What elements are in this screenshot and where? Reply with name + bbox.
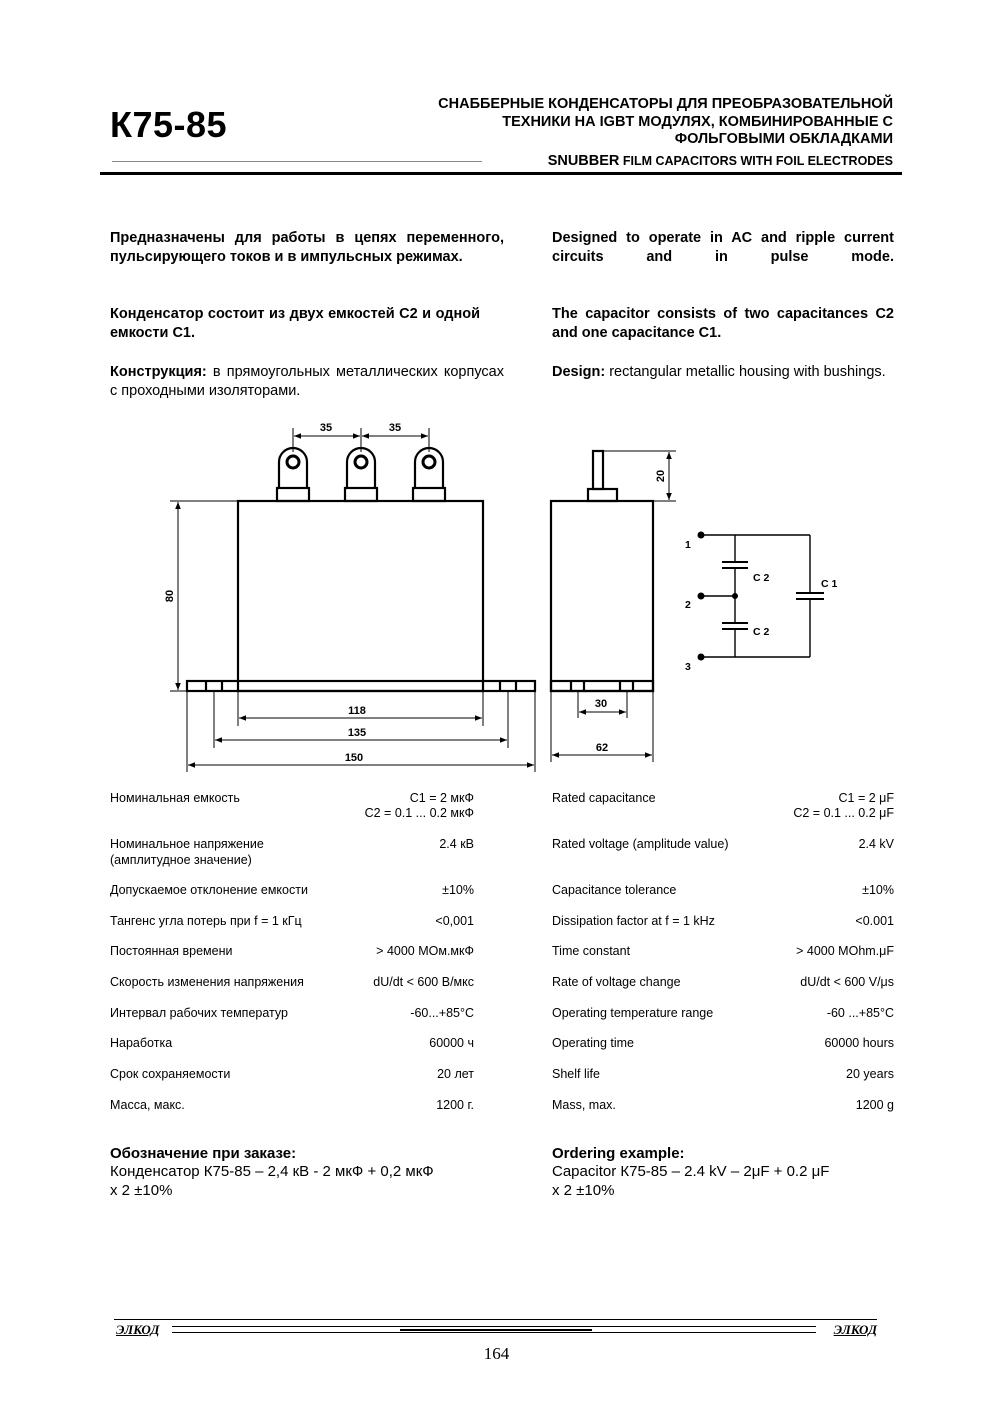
pin-3-dot xyxy=(698,654,705,661)
intro-en-purpose-text: Designed to operate in AC and ripple current circuits and in pulse mode. xyxy=(552,230,894,265)
side-terminal-base xyxy=(588,489,617,501)
spec-label: Скорость изменения напряжения xyxy=(110,975,304,989)
ordering-en-line-1: Capacitor К75-85 – 2.4 kV – 2μF + 0.2 μF xyxy=(552,1163,830,1180)
title-ru-line-2: ТЕХНИКИ НА IGBT МОДУЛЯХ, КОМБИНИРОВАННЫЕ С xyxy=(502,113,893,130)
spec-label: Постоянная времени xyxy=(110,944,233,958)
dim-body-width: 118 xyxy=(348,705,366,717)
spec-value: 2.4 kV xyxy=(858,837,894,851)
dim-overall-width: 150 xyxy=(344,752,364,764)
side-dimensions xyxy=(551,451,676,762)
side-body xyxy=(551,501,653,691)
ordering-en-heading: Ordering example: xyxy=(552,1145,685,1162)
spec-label: Capacitance tolerance xyxy=(552,883,677,897)
c2-top-label: C 2 xyxy=(753,572,770,584)
dim-side-mount: 30 xyxy=(594,698,608,710)
spec-label: Rated voltage (amplitude value) xyxy=(552,837,729,851)
spec-label: Rated capacitance xyxy=(552,791,656,805)
dim-terminal-height: 20 xyxy=(655,469,667,483)
intro-en-design-text: rectangular metallic housing with bushings. xyxy=(605,364,886,380)
spec-value: 60000 hours xyxy=(824,1036,894,1050)
spec-value-2: C2 = 0.1 ... 0.2 μF xyxy=(793,806,894,820)
spec-value: -60...+85°C xyxy=(410,1006,474,1020)
intro-ru-composition-text: Конденсатор состоит из двух емкостей С2 и одной емкости С1. xyxy=(110,306,480,341)
spec-label: Shelf life xyxy=(552,1067,600,1081)
c2-bottom-label: C 2 xyxy=(753,626,770,638)
c1-label: C 1 xyxy=(821,578,838,590)
title-en-bold: SNUBBER xyxy=(547,153,620,169)
side-terminal-tab xyxy=(593,451,603,489)
dim-pitch-2: 35 xyxy=(388,422,402,434)
spec-label: Operating temperature range xyxy=(552,1006,714,1020)
spec-label: Time constant xyxy=(552,944,631,958)
spec-label: Срок сохраняемости xyxy=(110,1067,231,1081)
intro-ru-purpose-text: Предназначены для работы в цепях переменного, пульсирующего токов и в импульсных режимах. xyxy=(110,230,504,265)
spec-label: Интервал рабочих температур xyxy=(110,1006,288,1020)
spec-value: 20 лет xyxy=(437,1067,474,1081)
ordering-ru-line-2: х 2 ±10% xyxy=(110,1182,173,1199)
model-number: К75-85 xyxy=(110,104,228,145)
page-number: 164 xyxy=(483,1344,510,1363)
pin-2-label: 2 xyxy=(685,599,691,611)
spec-value: <0.001 xyxy=(855,914,894,928)
spec-label: Тангенс угла потерь при f = 1 кГц xyxy=(110,914,302,928)
spec-label: Mass, max. xyxy=(552,1098,616,1112)
title-ru-line-3: ФОЛЬГОВЫМИ ОБКЛАДКАМИ xyxy=(674,131,893,147)
front-body xyxy=(238,501,483,691)
spec-value: <0,001 xyxy=(435,914,474,928)
intro-ru-design-text: в прямоугольных металлических корпусах с проходными изоляторами. xyxy=(110,364,504,399)
front-view xyxy=(187,448,535,691)
spec-label: Допускаемое отклонение емкости xyxy=(110,883,308,897)
spec-label: Rate of voltage change xyxy=(552,975,681,989)
spec-label: Масса, макс. xyxy=(110,1098,185,1112)
footer-brand-right: ЭЛКОД xyxy=(833,1322,877,1337)
spec-label: Operating time xyxy=(552,1036,634,1050)
spec-value: C1 = 2 μF xyxy=(838,791,894,805)
spec-label: Dissipation factor at f = 1 kHz xyxy=(552,914,715,928)
terminal-right xyxy=(413,448,445,501)
ordering-ru-line-1: Конденсатор К75-85 – 2,4 кВ - 2 мкФ + 0,2 мкФ xyxy=(110,1163,434,1180)
intro-ru-design-label: Конструкция: xyxy=(110,364,207,380)
pin-1-label: 1 xyxy=(685,539,691,551)
spec-value-2: С2 = 0.1 ... 0.2 мкФ xyxy=(364,806,474,820)
circuit-schematic xyxy=(701,535,824,657)
ordering-ru-heading: Обозначение при заказе: xyxy=(110,1145,297,1162)
pin-1-dot xyxy=(698,532,705,539)
terminal-left xyxy=(277,448,309,501)
spec-value: -60 ...+85°C xyxy=(826,1006,894,1020)
footer-brand-left: ЭЛКОД xyxy=(116,1322,160,1337)
side-view xyxy=(551,451,653,691)
intro-en-composition-text: The capacitor consists of two capacitances C2 and one capacitance C1. xyxy=(552,306,894,341)
front-dimensions xyxy=(170,428,535,772)
pin-3-label: 3 xyxy=(685,661,691,673)
title-en-rest: FILM CAPACITORS WITH FOIL ELECTRODES xyxy=(619,154,893,168)
junction-dot xyxy=(732,593,738,599)
spec-value: 60000 ч xyxy=(429,1036,474,1050)
spec-value: ±10% xyxy=(862,883,894,897)
spec-label: Наработка xyxy=(110,1036,173,1050)
pin-2-dot xyxy=(698,593,705,600)
ordering-en-line-2: x 2 ±10% xyxy=(552,1182,615,1199)
dim-depth: 62 xyxy=(595,742,609,754)
spec-value: dU/dt < 600 V/μs xyxy=(800,975,894,989)
spec-label: Номинальная емкость xyxy=(110,791,240,805)
intro-en-design-label: Design: xyxy=(552,364,606,380)
footer-center-bar xyxy=(400,1329,592,1331)
footer-top-rule xyxy=(114,1319,877,1320)
title-ru-line-1: СНАББЕРНЫЕ КОНДЕНСАТОРЫ ДЛЯ ПРЕОБРАЗОВАТЕЛЬНОЙ xyxy=(438,96,893,112)
spec-value: С1 = 2 мкФ xyxy=(409,791,474,805)
spec-value: dU/dt < 600 В/мкс xyxy=(373,975,474,989)
spec-value: ±10% xyxy=(442,883,474,897)
dim-pitch-1: 35 xyxy=(319,422,333,434)
spec-value: 1200 г. xyxy=(436,1098,474,1112)
spec-value: 2.4 кВ xyxy=(439,837,474,851)
spec-value: 1200 g xyxy=(855,1098,894,1112)
spec-label-2: (амплитудное значение) xyxy=(110,853,252,867)
dim-height: 80 xyxy=(164,589,176,603)
ordering-en xyxy=(552,1145,829,1200)
terminal-middle xyxy=(345,448,377,501)
spec-value: > 4000 MOhm.μF xyxy=(796,944,894,958)
spec-value: > 4000 МОм.мкФ xyxy=(376,944,474,958)
ordering-ru xyxy=(110,1145,434,1200)
spec-label: Номинальное напряжение xyxy=(110,837,264,851)
spec-value: 20 years xyxy=(846,1067,894,1081)
dim-mount-spacing: 135 xyxy=(347,727,367,739)
